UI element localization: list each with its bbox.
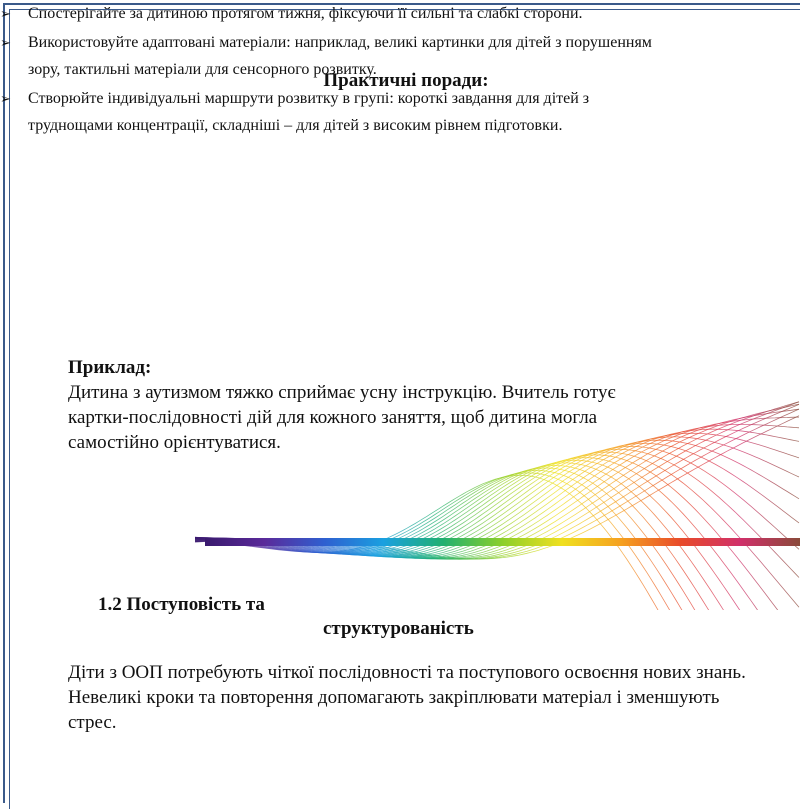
tips-list — [0, 0, 670, 139]
wave-line — [195, 460, 799, 610]
tip-item — [0, 85, 670, 139]
example-text: Дитина з аутизмом тяжко сприймає усну інструкцію. Вчитель готує картки-послідовності дій для кожного заняття, щоб дитина могла самостійно орієнтуватися. — [68, 382, 616, 453]
section-heading-line2: структурованість — [323, 618, 474, 639]
arrow-bullet-icon: ➢ — [0, 6, 11, 21]
tip-item — [0, 0, 670, 27]
tip-text: Використовуйте адаптовані матеріали: наприклад, великі картинки для дітей з порушенням зору, тактильні матеріали для сенсорного розвитку. — [28, 34, 652, 78]
example-title: Приклад: — [68, 357, 152, 378]
arrow-bullet-icon: ➢ — [0, 91, 11, 106]
section-body: Діти з ООП потребують чіткої послідовності та поступового освоєння нових знань. Невеликі кроки та повторення допомагають закріплювати матеріал і зменшують стрес. — [68, 662, 746, 733]
tips-title: Практичні поради: — [323, 70, 489, 91]
wave-line — [195, 452, 799, 607]
tip-text: Спостерігайте за дитиною протягом тижня, фіксуючи її сильні та слабкі сторони. — [28, 5, 583, 22]
tip-item — [0, 29, 670, 83]
section-heading-line1: 1.2 Поступовість та — [98, 594, 265, 615]
tip-text: Створюйте індивідуальні маршрути розвитку в групі: короткі завдання для дітей з труднощами концентрації, складніші – для дітей з високим рівнем підготовки. — [28, 90, 590, 134]
arrow-bullet-icon: ➢ — [0, 35, 11, 50]
wave-baseline — [205, 538, 800, 546]
